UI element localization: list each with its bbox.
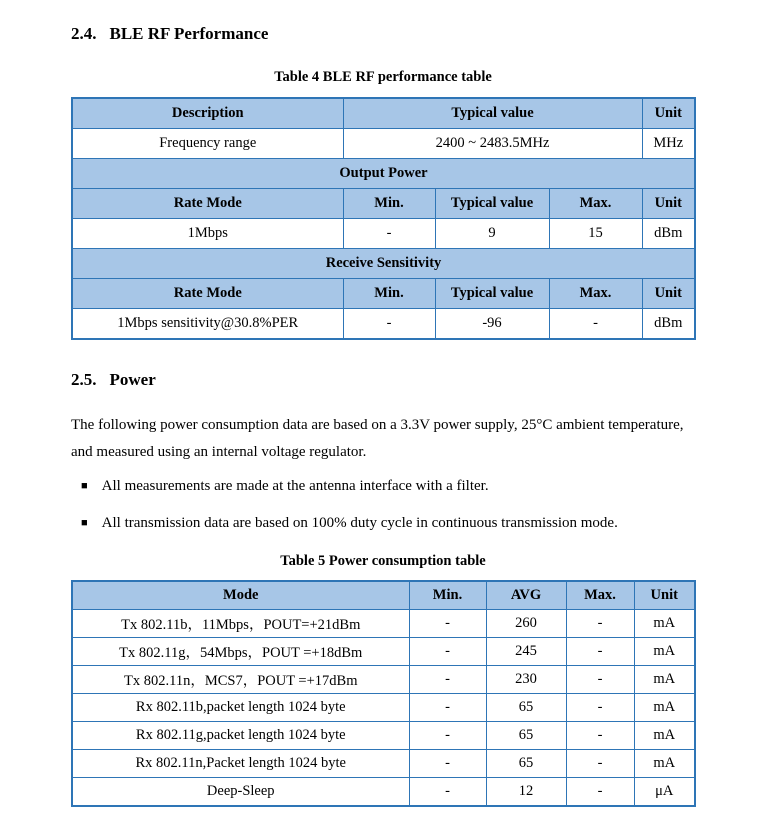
data-cell: 15 [549, 219, 642, 249]
header-cell: Rate Mode [72, 189, 343, 219]
header-cell: Receive Sensitivity [72, 249, 695, 279]
table-row [72, 722, 695, 750]
list-item-text: All transmission data are based on 100% duty cycle in continuous transmission mode. [101, 515, 618, 531]
data-cell: 230 [486, 666, 566, 694]
data-cell: - [343, 219, 435, 249]
data-cell: mA [634, 750, 695, 778]
data-cell: dBm [642, 309, 695, 340]
table-row [72, 279, 695, 309]
table-row [72, 581, 695, 610]
data-cell: - [343, 309, 435, 340]
table-row [72, 750, 695, 778]
data-cell: -96 [435, 309, 549, 340]
bullet-square-icon: ■ [81, 517, 88, 529]
table-row [72, 219, 695, 249]
data-cell: - [566, 722, 634, 750]
power-consumption-table [71, 580, 696, 807]
data-cell: 65 [486, 694, 566, 722]
header-cell: Description [72, 98, 343, 129]
data-cell: Rx 802.11b,packet length 1024 byte [72, 694, 409, 722]
data-cell: - [409, 610, 486, 638]
data-cell: - [409, 778, 486, 807]
section-heading-2-5 [71, 370, 695, 390]
data-cell: 9 [435, 219, 549, 249]
data-cell: - [409, 638, 486, 666]
data-cell: Rx 802.11g,packet length 1024 byte [72, 722, 409, 750]
section-heading-2-4 [71, 24, 695, 44]
table-row [72, 129, 695, 159]
data-cell: MHz [642, 129, 695, 159]
header-cell: Unit [642, 98, 695, 129]
data-cell: - [409, 750, 486, 778]
header-cell: Max. [549, 279, 642, 309]
header-cell: Unit [642, 189, 695, 219]
data-cell: 1Mbps [72, 219, 343, 249]
data-cell: 65 [486, 750, 566, 778]
data-cell: 12 [486, 778, 566, 807]
data-cell: Rx 802.11n,Packet length 1024 byte [72, 750, 409, 778]
data-cell: Tx 802.11b，11Mbps，POUT=+21dBm [72, 610, 409, 638]
data-cell: 1Mbps sensitivity@30.8%PER [72, 309, 343, 340]
data-cell: - [409, 694, 486, 722]
header-cell: Max. [566, 581, 634, 610]
header-cell: Typical value [435, 279, 549, 309]
notes-list [71, 478, 695, 532]
data-cell: - [549, 309, 642, 340]
header-cell: Min. [409, 581, 486, 610]
data-cell: μA [634, 778, 695, 807]
table-row [72, 98, 695, 129]
header-cell: Output Power [72, 159, 695, 189]
ble-rf-performance-table [71, 97, 696, 340]
header-cell: Typical value [343, 98, 642, 129]
section-title: Power [109, 370, 156, 389]
data-cell: - [566, 750, 634, 778]
data-cell: mA [634, 666, 695, 694]
header-cell: Rate Mode [72, 279, 343, 309]
header-cell: Typical value [435, 189, 549, 219]
table-row [72, 610, 695, 638]
table-row [72, 309, 695, 340]
list-item [71, 515, 695, 532]
data-cell: 65 [486, 722, 566, 750]
table-row [72, 694, 695, 722]
header-cell: Mode [72, 581, 409, 610]
list-item-text: All measurements are made at the antenna interface with a filter. [101, 478, 489, 494]
power-intro-paragraph: The following power consumption data are based on a 3.3V power supply, 25°C ambient temperature, and measured using an internal voltage regulator. [71, 417, 684, 460]
data-cell: - [566, 610, 634, 638]
data-cell: mA [634, 722, 695, 750]
table5-caption: Table 5 Power consumption table [280, 553, 486, 569]
header-cell: Min. [343, 279, 435, 309]
data-cell: dBm [642, 219, 695, 249]
data-cell: - [409, 722, 486, 750]
list-item [71, 478, 695, 495]
header-cell: Min. [343, 189, 435, 219]
section-number: 2.4. [71, 24, 97, 43]
table4-caption: Table 4 BLE RF performance table [274, 69, 492, 85]
data-cell: Tx 802.11n，MCS7，POUT =+17dBm [72, 666, 409, 694]
data-cell: mA [634, 610, 695, 638]
data-cell: Tx 802.11g，54Mbps，POUT =+18dBm [72, 638, 409, 666]
table-row [72, 189, 695, 219]
header-cell: Max. [549, 189, 642, 219]
data-cell: 2400 ~ 2483.5MHz [343, 129, 642, 159]
section-number: 2.5. [71, 370, 97, 389]
data-cell: Deep-Sleep [72, 778, 409, 807]
section-title: BLE RF Performance [109, 24, 269, 43]
data-cell: mA [634, 638, 695, 666]
table-row [72, 159, 695, 189]
table-row [72, 249, 695, 279]
table-row [72, 666, 695, 694]
table-row [72, 638, 695, 666]
data-cell: 245 [486, 638, 566, 666]
data-cell: - [566, 666, 634, 694]
data-cell: - [566, 638, 634, 666]
table-row [72, 778, 695, 807]
header-cell: Unit [642, 279, 695, 309]
data-cell: mA [634, 694, 695, 722]
data-cell: - [566, 694, 634, 722]
data-cell: - [409, 666, 486, 694]
header-cell: Unit [634, 581, 695, 610]
data-cell: 260 [486, 610, 566, 638]
bullet-square-icon: ■ [81, 480, 88, 492]
data-cell: - [566, 778, 634, 807]
data-cell: Frequency range [72, 129, 343, 159]
header-cell: AVG [486, 581, 566, 610]
